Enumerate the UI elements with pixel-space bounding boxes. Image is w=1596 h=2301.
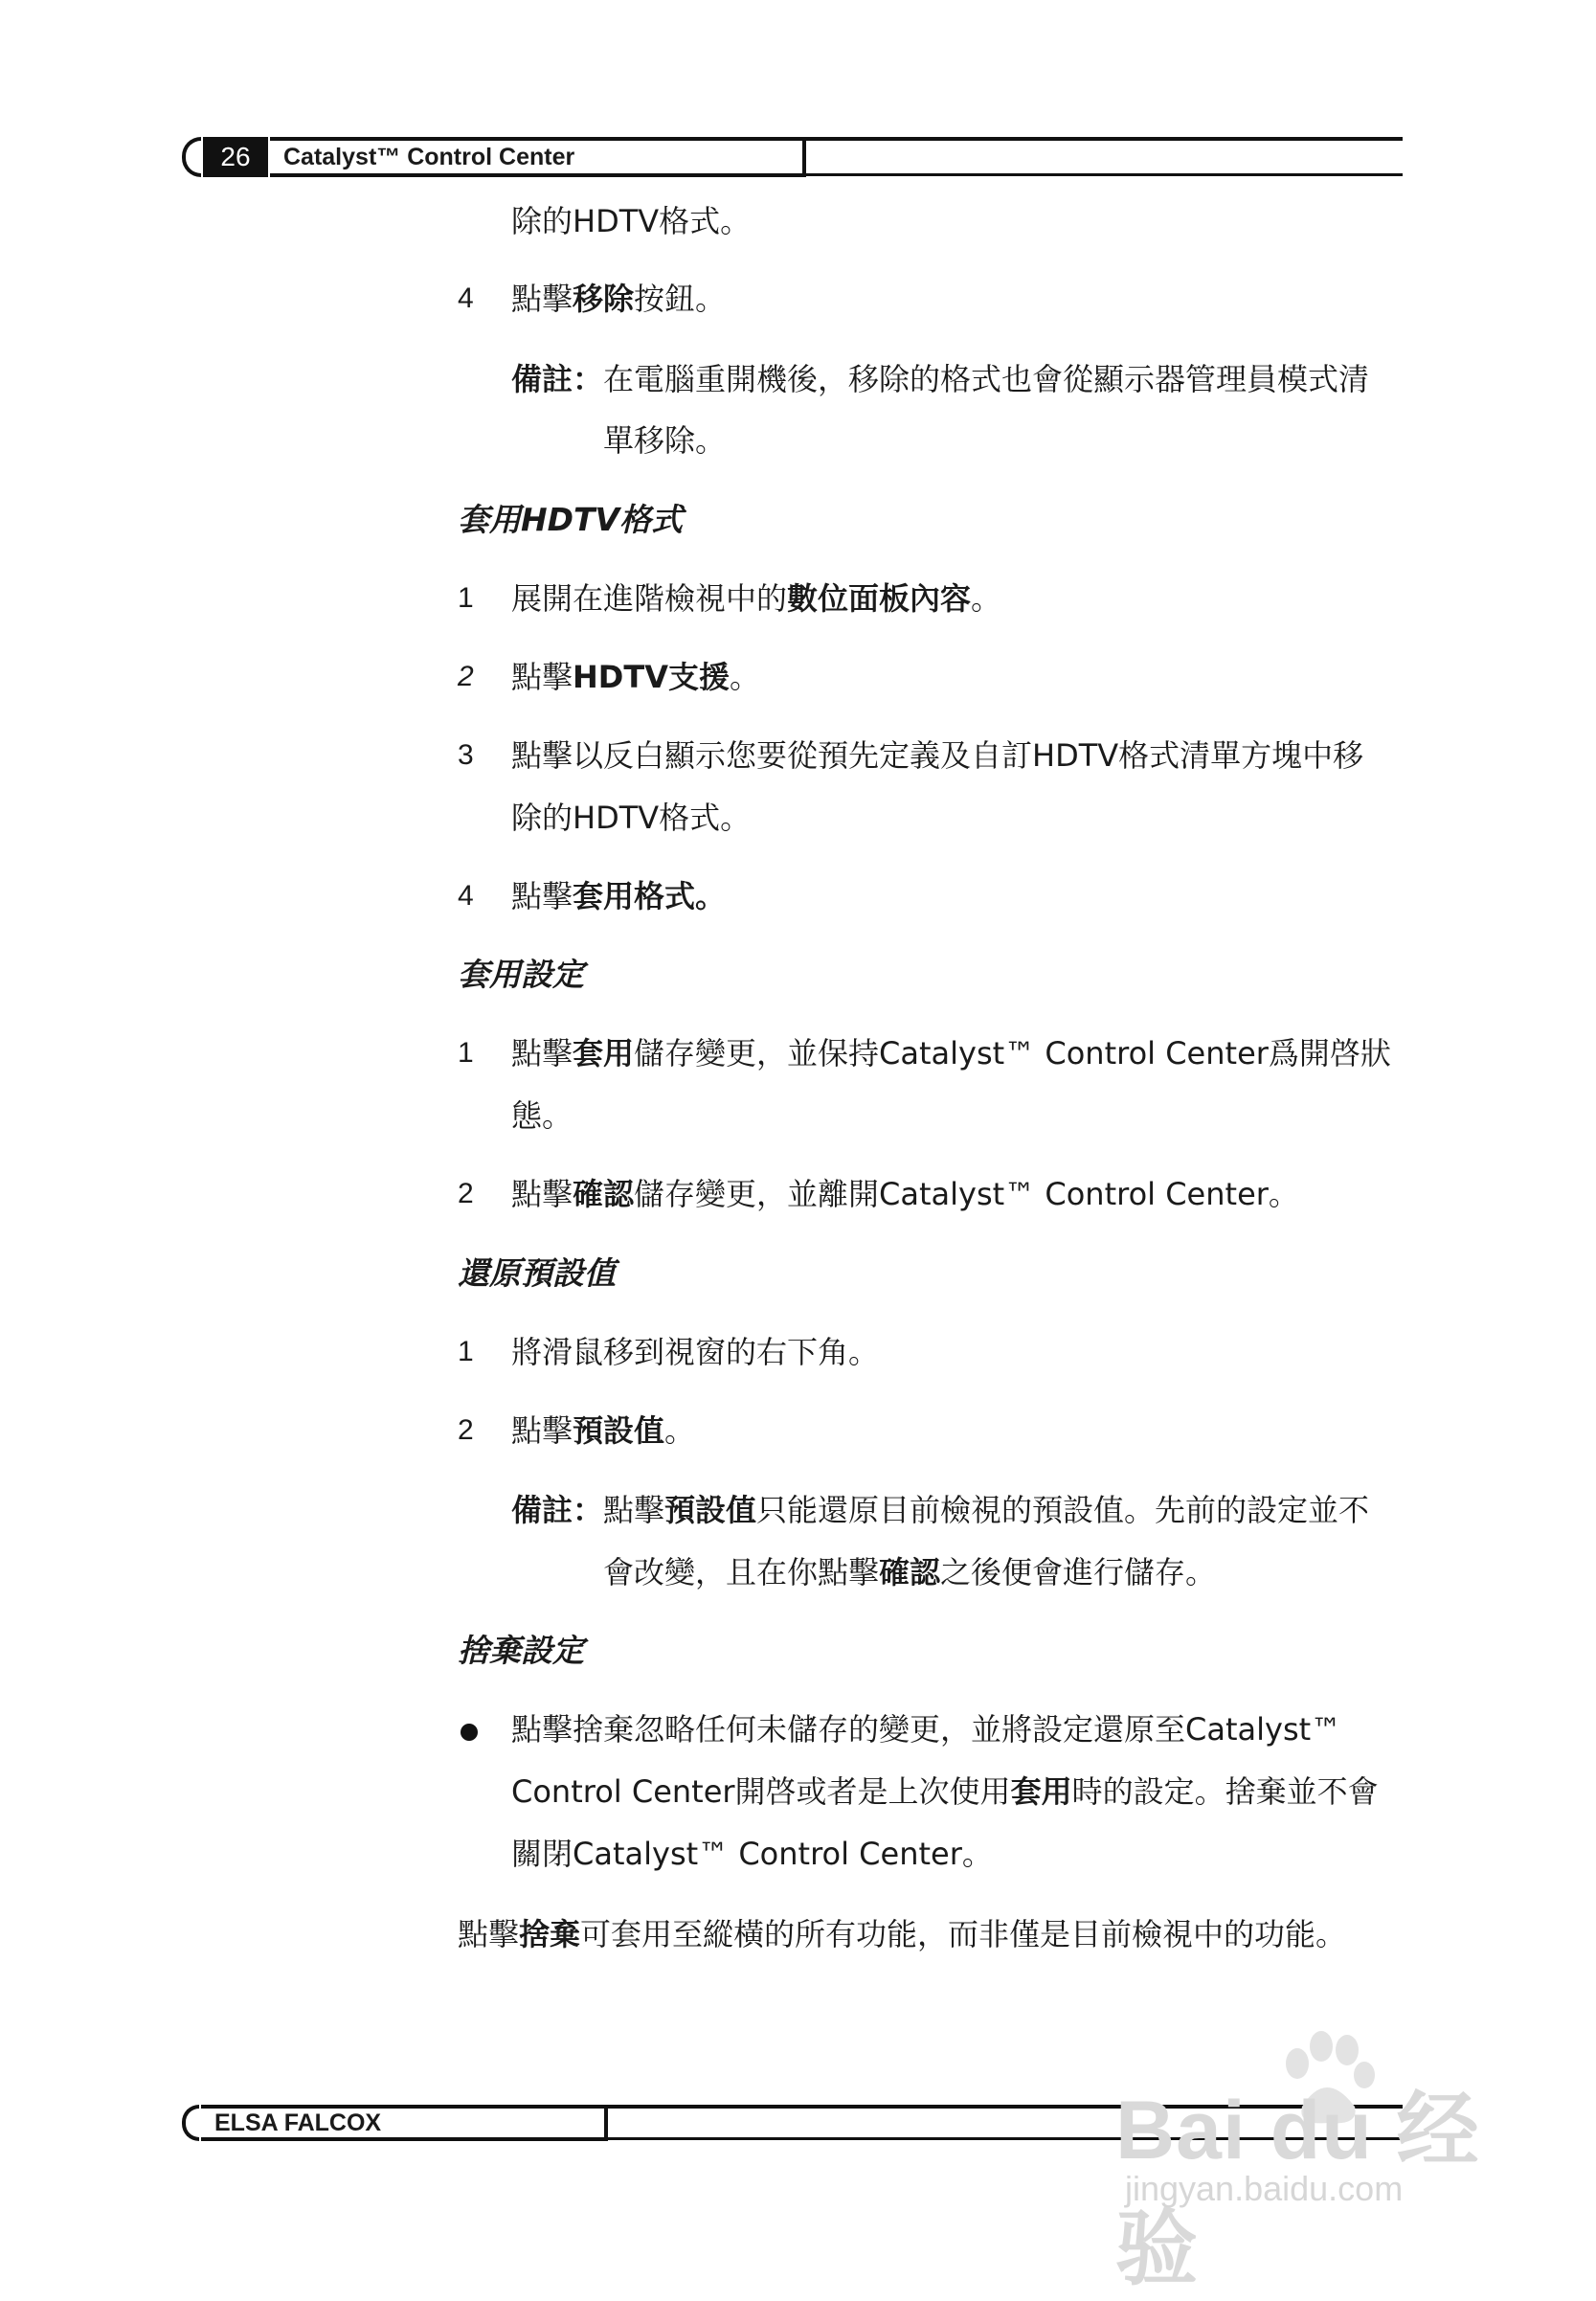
step-text-continued: 除的HDTV格式。 xyxy=(511,800,752,836)
note: 備註：點擊預設值只能還原目前檢視的預設值。先前的設定並不 xyxy=(511,1492,1370,1528)
header-cap xyxy=(182,137,201,177)
step-number: 2 xyxy=(458,1178,474,1209)
watermark-logo: Bai du 经验 xyxy=(1115,2085,1480,2295)
step-text-continued: 態。 xyxy=(511,1097,573,1134)
section-heading: 套用設定 xyxy=(458,956,584,993)
running-title: Catalyst™ Control Center xyxy=(270,137,806,177)
bullet-text: 點擊捨棄忽略任何未儲存的變更，並將設定還原至Catalyst™ xyxy=(511,1711,1342,1748)
bullet-text-continued: Control Center開啓或者是上次使用套用時的設定。捨棄並不會 xyxy=(511,1773,1379,1810)
watermark-url: jingyan.baidu.com xyxy=(1125,2169,1404,2208)
continued-text: 除的HDTV格式。 xyxy=(511,203,752,239)
step-number: 3 xyxy=(458,739,474,771)
step-number: 2 xyxy=(458,1414,474,1446)
step-number: 4 xyxy=(458,282,474,314)
section-heading: 套用HDTV格式 xyxy=(458,501,684,538)
note: 備註：在電腦重開機後，移除的格式也會從顯示器管理員模式清 xyxy=(511,361,1370,397)
note-label: 備註： xyxy=(511,361,604,397)
step-text: 點擊套用格式。 xyxy=(511,878,727,914)
step-number: 2 xyxy=(458,661,474,692)
step-text: 點擊預設值。 xyxy=(511,1412,696,1449)
footer-brand: ELSA FALCOX xyxy=(201,2105,608,2141)
closing-paragraph: 點擊捨棄可套用至縱橫的所有功能，而非僅是目前檢視中的功能。 xyxy=(458,1916,1347,1952)
bullet-text-continued: 關閉Catalyst™ Control Center。 xyxy=(511,1836,993,1872)
step-text: 將滑鼠移到視窗的右下角。 xyxy=(511,1334,880,1370)
bullet-icon xyxy=(461,1724,478,1741)
step-text: 點擊以反白顯示您要從預先定義及自訂HDTV格式清單方塊中移 xyxy=(511,737,1364,774)
note-continued: 會改變，且在你點擊確認之後便會進行儲存。 xyxy=(603,1554,1217,1590)
step-number: 1 xyxy=(458,1037,474,1069)
step-text: 點擊HDTV支援。 xyxy=(511,659,760,695)
note-label: 備註： xyxy=(511,1492,604,1528)
step-text: 點擊確認儲存變更，並離開Catalyst™ Control Center。 xyxy=(511,1176,1299,1212)
step-text: 點擊套用儲存變更，並保持Catalyst™ Control Center爲開啓狀 xyxy=(511,1035,1391,1072)
header-rule-lower xyxy=(806,173,1403,176)
footer-cap xyxy=(182,2105,199,2141)
page-number: 26 xyxy=(203,137,268,177)
step-number: 1 xyxy=(458,582,474,614)
step-text: 點擊移除按鈕。 xyxy=(511,281,727,317)
page-header xyxy=(182,137,1403,177)
step-text: 展開在進階檢視中的數位面板內容。 xyxy=(511,580,1002,617)
header-rule xyxy=(806,137,1403,141)
step-number: 1 xyxy=(458,1336,474,1367)
step-number: 4 xyxy=(458,880,474,912)
section-heading: 還原預設值 xyxy=(458,1254,616,1292)
baidu-watermark xyxy=(1115,2025,1517,2295)
section-heading: 捨棄設定 xyxy=(458,1632,584,1669)
note-continued: 單移除。 xyxy=(603,422,727,459)
